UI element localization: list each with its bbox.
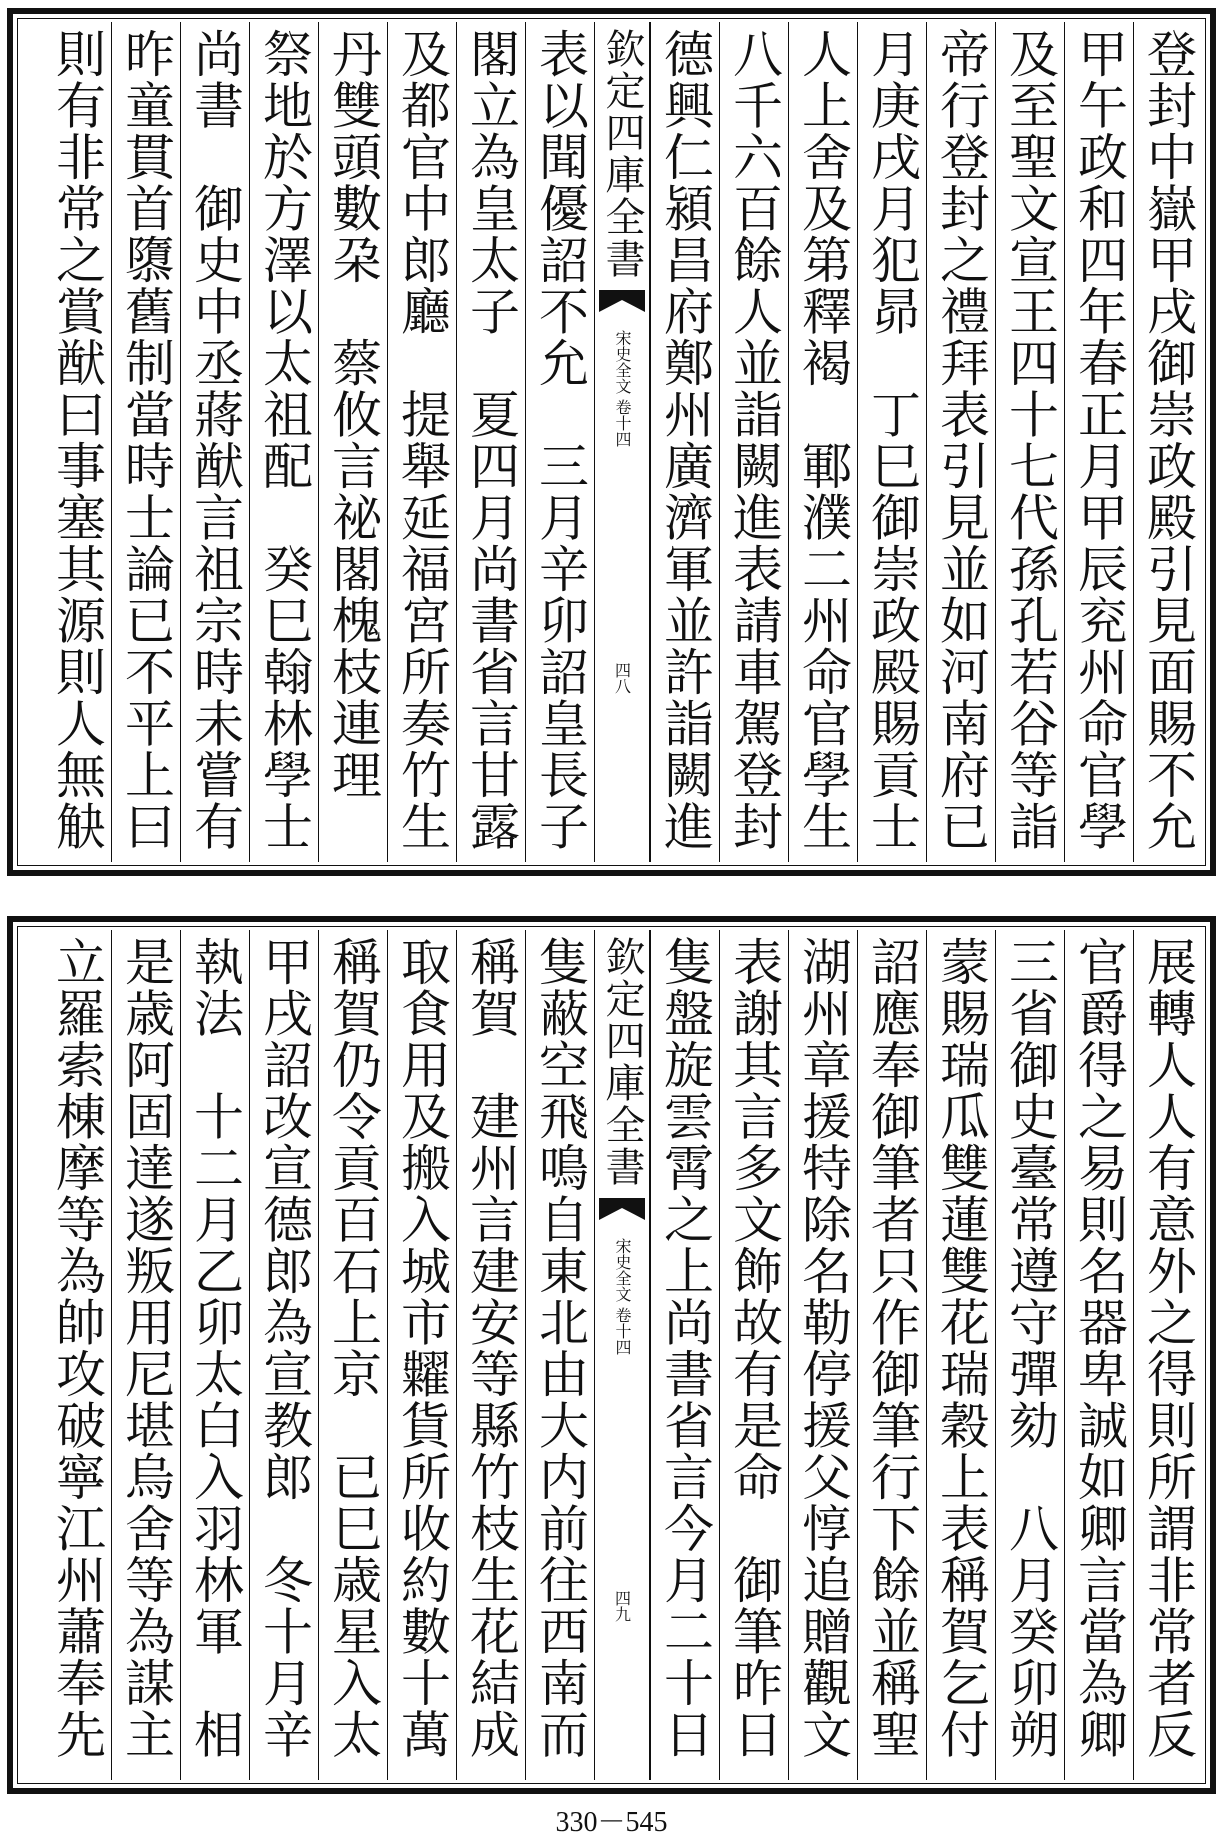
page-footer-number: 330－545 (555, 1807, 668, 1838)
text-column: 人上舍及第釋褐 鄆濮二州命官學生 (788, 22, 857, 862)
text-column: 是歳阿固達遂叛用尼堪烏舍等為謀主 (111, 930, 180, 1780)
page-spine (594, 930, 650, 1780)
text-column: 祭地於方澤以太祖配 癸巳翰林學士 (249, 22, 318, 862)
text-column: 詔應奉御筆者只作御筆行下餘並稱聖 (857, 930, 926, 1780)
fishtail-mark-icon (599, 1198, 645, 1228)
text-column: 昨童貫首隳舊制當時士論已不平上曰 (111, 22, 180, 862)
text-column: 則有非常之賞猷曰事塞其源則人無觖 (48, 28, 106, 852)
text-column: 月庚戌月犯昴 丁巳御崇政殿賜貢士 (857, 22, 926, 862)
text-column: 尚書 御史中丞蔣猷言祖宗時未嘗有 (180, 22, 249, 862)
spine-title: 欽定四庫全書 (599, 28, 645, 280)
text-column: 隻蔽空飛鳴自東北由大内前往西南而 (525, 930, 594, 1780)
text-column: 及都官中郎廳 提舉延福宮所奏竹生 (387, 22, 456, 862)
text-column: 立羅索棟摩等為帥攻破寧江州蕭奉先 (48, 936, 106, 1760)
text-column: 蒙賜瑞瓜雙蓮雙花瑞穀上表稱賀乞付 (926, 930, 995, 1780)
text-column: 三省御史臺常遵守彈劾 八月癸卯朔 (995, 930, 1064, 1780)
text-column: 湖州章援特除名勒停援父惇追贈觀文 (788, 930, 857, 1780)
text-column: 八千六百餘人並詣闕進表請車駕登封 (719, 22, 788, 862)
text-column: 帝行登封之禮拜表引見並如河南府已 (926, 22, 995, 862)
spine-subtitle: 宋史全文 卷十四 (613, 1238, 632, 1356)
page-top (7, 8, 1216, 876)
text-columns-top (21, 22, 1202, 862)
text-column: 展轉人人有意外之得則所謂非常者反 (1133, 930, 1202, 1780)
spine-subtitle: 宋史全文 卷十四 (613, 330, 632, 448)
text-column: 稱賀仍令貢百石上京 已巳歳星入太 (318, 930, 387, 1780)
text-column: 登封中嶽甲戌御崇政殿引見面賜不允 (1133, 22, 1202, 862)
text-column: 及至聖文宣王四十七代孫孔若谷等詣 (995, 22, 1064, 862)
text-column: 丹雙頭數朶 蔡攸言祕閣槐枝連理 (318, 22, 387, 862)
page-bottom (7, 916, 1216, 1794)
text-column: 執法 十二月乙卯太白入羽林軍 相 (180, 930, 249, 1780)
text-column: 閣立為皇太子 夏四月尚書省言甘露 (456, 22, 525, 862)
spine-title: 欽定四庫全書 (599, 936, 645, 1188)
text-column: 取食用及搬入城市糶貨所收約數十萬 (387, 930, 456, 1780)
spine-page-number: 四八 (612, 662, 632, 694)
spine-page-number: 四九 (612, 1590, 632, 1622)
text-columns-bottom (21, 930, 1202, 1780)
fishtail-mark-icon (599, 290, 645, 320)
text-column: 官爵得之易則名器卑誠如卿言當為卿 (1064, 930, 1133, 1780)
text-column: 德興仁潁昌府鄭州廣濟軍並許詣闕進 (650, 22, 719, 862)
text-column: 表以聞優詔不允 三月辛卯詔皇長子 (525, 22, 594, 862)
text-column: 表謝其言多文飾故有是命 御筆昨日 (719, 930, 788, 1780)
text-column: 甲午政和四年春正月甲辰兖州命官學 (1064, 22, 1133, 862)
text-column: 甲戌詔改宣德郎為宣教郎 冬十月辛 (249, 930, 318, 1780)
text-column: 隻盤旋雲霄之上尚書省言今月二十日 (650, 930, 719, 1780)
text-column: 稱賀 建州言建安等縣竹枝生花結成 (456, 930, 525, 1780)
page-spine (594, 22, 650, 862)
